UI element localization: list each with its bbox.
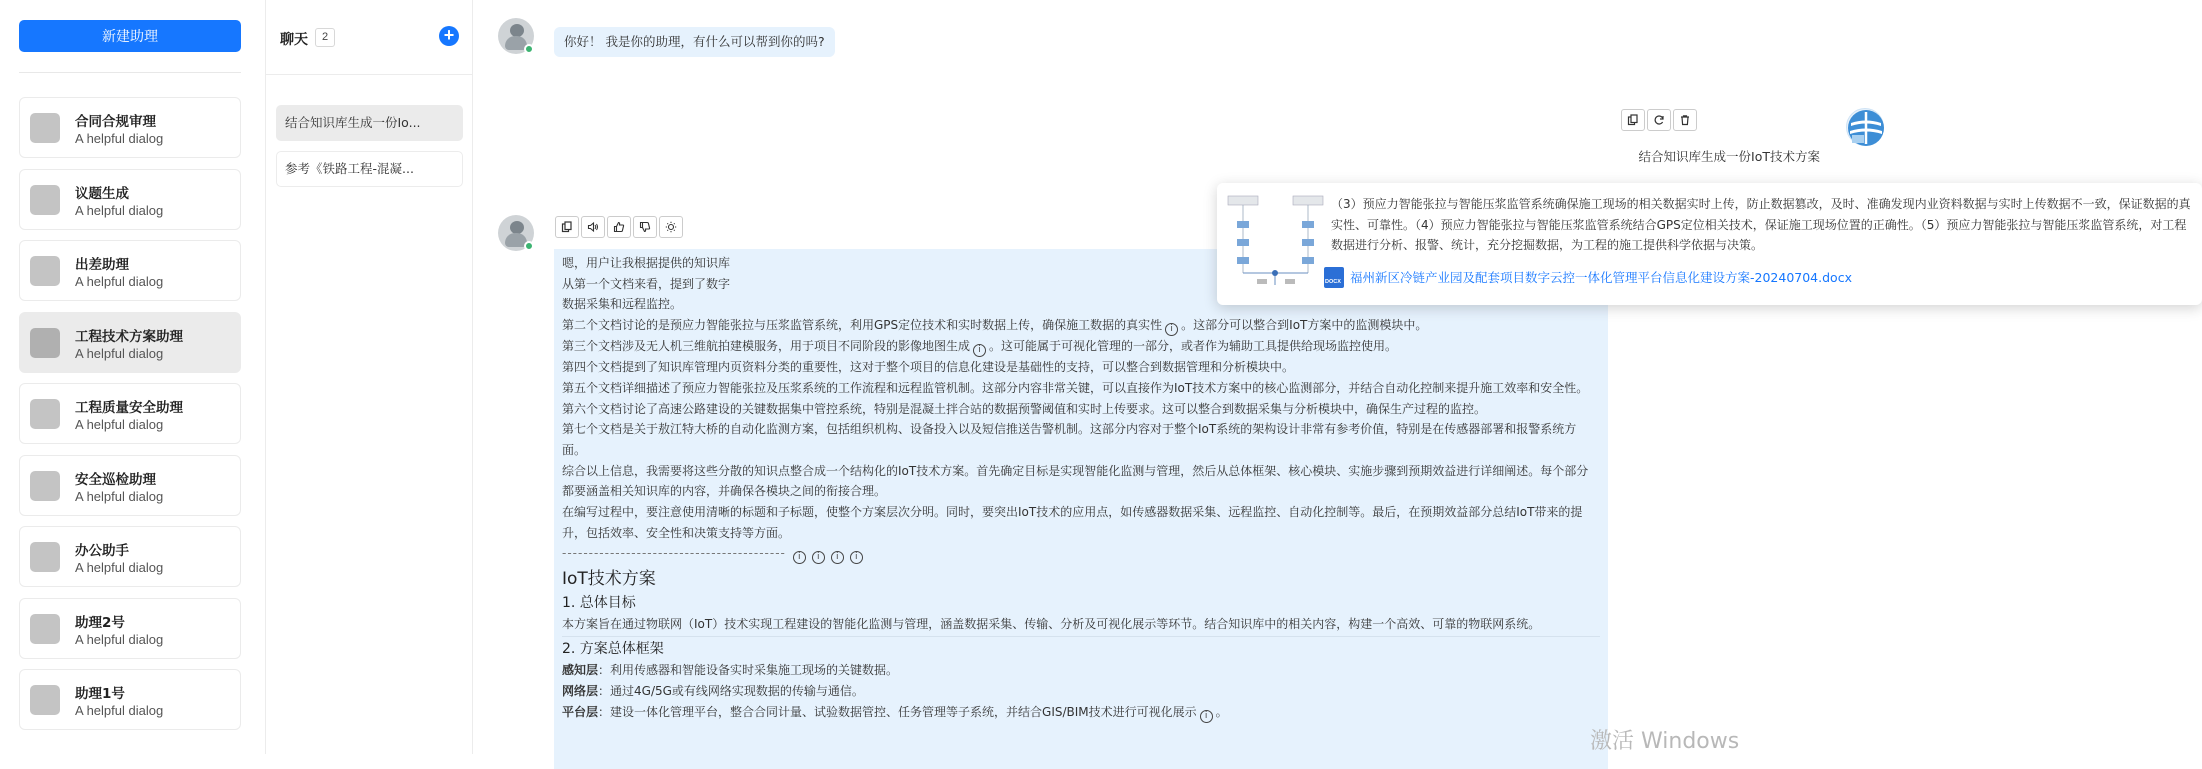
- online-status-dot: [524, 44, 534, 54]
- assistant-avatar: [30, 328, 60, 358]
- plus-circle-icon[interactable]: +: [439, 26, 459, 46]
- citation-icon[interactable]: i: [1200, 710, 1213, 723]
- assistant-sidebar: [0, 0, 266, 754]
- assistant-name: 合同合规审理: [75, 114, 156, 130]
- greeting-message: 你好！ 我是你的助理，有什么可以帮到你的吗?: [554, 27, 835, 57]
- popover-source: [1324, 266, 1852, 288]
- thumbs-down-icon[interactable]: [633, 216, 657, 238]
- layer-label: 感知层: [562, 663, 599, 678]
- assistant-avatar: [30, 685, 60, 715]
- assistant-name: 助理2号: [75, 614, 125, 631]
- answer-bubble: [554, 249, 1608, 769]
- layer-label: 平台层: [562, 704, 599, 719]
- assistant-avatar: [30, 614, 60, 644]
- section-heading: 1. 总体目标: [562, 595, 636, 612]
- assistant-description: A helpful dialog: [75, 417, 164, 432]
- online-status-dot-answer: [524, 241, 534, 251]
- assistant-description: A helpful dialog: [75, 274, 164, 289]
- citation-icon[interactable]: i: [973, 344, 986, 357]
- assistant-item[interactable]: [19, 526, 241, 587]
- layer-line: [562, 702, 1600, 723]
- speaker-icon[interactable]: [581, 216, 605, 238]
- citation-icon[interactable]: i: [1165, 323, 1178, 336]
- assistant-item[interactable]: [19, 312, 241, 373]
- assistant-item[interactable]: [19, 169, 241, 230]
- copy-icon[interactable]: [1621, 109, 1645, 131]
- lightbulb-icon[interactable]: [659, 216, 683, 238]
- chat-count-badge: 2: [315, 28, 335, 47]
- dashes: ------------------------------------------: [562, 546, 786, 561]
- citation-icon[interactable]: i: [793, 551, 806, 564]
- chat-item-iot[interactable]: 结合知识库生成一份Io...: [276, 105, 463, 141]
- copy-icon[interactable]: [555, 216, 579, 238]
- assistant-description: A helpful dialog: [75, 488, 164, 504]
- layer-text: ：利用传感器和智能设备实时采集施工现场的关键数据。: [598, 663, 899, 678]
- assistant-list: [19, 97, 241, 741]
- assistant-item[interactable]: [19, 383, 241, 444]
- user-avatar: [1846, 108, 1884, 146]
- assistant-name: 出差助理: [75, 257, 129, 273]
- layer-line: [562, 681, 1600, 702]
- answer-separator: [562, 543, 1600, 564]
- new-assistant-button[interactable]: 新建助理: [19, 20, 241, 52]
- assistant-name: 安全巡检助理: [75, 471, 156, 488]
- assistant-name: 工程技术方案助理: [75, 328, 183, 345]
- assistant-description: A helpful dialog: [75, 202, 164, 218]
- chat-list-header: [266, 0, 472, 75]
- chat-item-railway[interactable]: 参考《铁路工程-混凝...: [276, 151, 463, 187]
- user-message-toolbar: [1621, 109, 1697, 133]
- answer-line: 第五个文档详细描述了预应力智能张拉及压浆系统的工作流程和远程监管机制。这部分内容非常关键，可以直接作为IoT技术方案中的核心监测部分，并结合自动化控制来提升施工效率和安全性。: [562, 380, 1589, 395]
- assistant-description: A helpful dialog: [75, 131, 164, 146]
- layer-text: 。: [1215, 704, 1228, 719]
- assistant-avatar: [30, 113, 60, 143]
- answer-line: 数据采集和远程监控。: [562, 297, 683, 312]
- assistant-avatar: [30, 256, 60, 286]
- answer-line: 在编写过程中，要注意使用清晰的标题和子标题，使整个方案层次分明。同时，要突出IoT技术的应用点，如传感器数据采集、远程监控、自动化控制等。最后，在预期效益部分总结IoT带来的提升，包括效率、安全性和决策支持等方面。: [562, 505, 1583, 540]
- assistant-item[interactable]: [19, 240, 241, 301]
- refresh-icon[interactable]: [1647, 109, 1671, 131]
- assistant-description: A helpful dialog: [75, 345, 164, 361]
- chat-list-panel: [266, 0, 473, 754]
- answer-line: 第四个文档提到了知识库管理内页资料分类的重要性，这对于整个项目的信息化建设是基础性的支持，可以整合到数据管理和分析模块中。: [562, 360, 1295, 375]
- citation-icon[interactable]: i: [812, 551, 825, 564]
- answer-line: [562, 315, 1600, 336]
- layer-line: [562, 660, 1600, 681]
- layer-text: ：建设一体化管理平台，整合合同计量、试验数据管控、任务管理等子系统，并结合GIS/BIM技术进行可视化展示: [598, 704, 1197, 719]
- assistant-item[interactable]: [19, 455, 241, 516]
- answer-text: 。这部分可以整合到IoT方案中的监测模块中。: [1181, 318, 1428, 333]
- answer-toolbar: [555, 216, 683, 238]
- assistant-avatar: [30, 399, 60, 429]
- layer-text: ：通过4G/5G或有线网络实现数据的传输与通信。: [598, 683, 864, 698]
- assistant-avatar: [30, 471, 60, 501]
- windows-activation-watermark: 激活 Windows: [1590, 729, 1740, 754]
- answer-text: 。这可能属于可视化管理的一部分，或者作为辅助工具提供给现场监控使用。: [989, 339, 1398, 354]
- assistant-name: 助理1号: [75, 686, 125, 702]
- answer-text: 第三个文档涉及无人机三维航拍建模服务，用于项目不同阶段的影像地图生成: [562, 339, 971, 354]
- layer-label: 网络层: [562, 683, 599, 698]
- popover-excerpt: （3）预应力智能张拉与智能压浆监管系统确保施工现场的相关数据实时上传，防止数据篡改，及时、准确发现内业资料数据与实时上传数据不一致，保证数据的真实性、可靠性。（4）预应力智能张拉与智能压浆监管系统结合GPS定位相关技术，保证施工现场位置的正确性。（5）预应力智能张拉与智能压浆监管系统，对工程数据进行分析、报警、统计，充分挖掘数据，为工程的施工提供科学依据与决策。: [1331, 197, 2191, 252]
- section-heading: 2. 方案总体框架: [562, 641, 664, 658]
- conversation-area: [473, 0, 2191, 754]
- delete-icon[interactable]: [1673, 109, 1697, 131]
- assistant-avatar: [30, 185, 60, 215]
- answer-line: 从第一个文档来看，提到了数字: [562, 276, 731, 291]
- answer-line: 嗯，用户让我根据提供的知识库: [562, 256, 731, 270]
- assistant-name: 办公助手: [75, 543, 129, 559]
- user-message: 结合知识库生成一份IoT技术方案: [1638, 149, 1820, 164]
- assistant-name: 工程质量安全助理: [75, 400, 183, 416]
- answer-line: 第六个文档讨论了高速公路建设的关键数据集中管控系统，特别是混凝土拌合站的数据预警阈值和实时上传要求。这可以整合到数据采集与分析模块中，确保生产过程的监控。: [562, 401, 1487, 416]
- answer-heading: IoT技术方案: [562, 569, 656, 590]
- answer-line: 综合以上信息，我需要将这些分散的知识点整合成一个结构化的IoT技术方案。首先确定目标是实现智能化监测与管理，然后从总体框架、核心模块、实施步骤到预期效益进行详细阐述。每个部分都要涵盖相关知识库的内容，并确保各模块之间的衔接合理。: [562, 463, 1589, 499]
- assistant-description: A helpful dialog: [75, 631, 164, 647]
- document-thumbnail: [1227, 193, 1327, 293]
- thumbs-up-icon[interactable]: [607, 216, 631, 238]
- assistant-item[interactable]: [19, 97, 241, 158]
- chat-list-title: 聊天: [280, 32, 308, 48]
- answer-text: 第二个文档讨论的是预应力智能张拉与压浆监管系统，利用GPS定位技术和实时数据上传，确保施工数据的真实性: [562, 318, 1163, 333]
- source-document-link[interactable]: 福州新区冷链产业园及配套项目数字云控一体化管理平台信息化建设方案-20240704.docx: [1350, 270, 1852, 285]
- assistant-item[interactable]: [19, 598, 241, 659]
- citation-popover: [1217, 183, 2202, 305]
- sidebar-divider: [19, 72, 241, 73]
- citation-icon[interactable]: i: [850, 551, 863, 564]
- assistant-avatar: [30, 542, 60, 572]
- assistant-description: A helpful dialog: [75, 703, 164, 718]
- answer-line: [562, 336, 1600, 357]
- divider: [562, 636, 1600, 637]
- section-text: 本方案旨在通过物联网（IoT）技术实现工程建设的智能化监测与管理，涵盖数据采集、传输、分析及可视化展示等环节。结合知识库中的相关内容，构建一个高效、可靠的物联网系统。: [562, 617, 1541, 632]
- assistant-name: 议题生成: [75, 185, 129, 202]
- citation-icon[interactable]: i: [831, 551, 844, 564]
- docx-file-icon: DOCX: [1324, 267, 1344, 288]
- answer-line: 第七个文档是关于敖江特大桥的自动化监测方案，包括组织机构、设备投入以及短信推送告警机制。这部分内容对于整个IoT系统的架构设计非常有参考价值，特别是在传感器部署和报警系统方面。: [562, 422, 1577, 457]
- assistant-description: A helpful dialog: [75, 560, 164, 575]
- assistant-item[interactable]: [19, 669, 241, 730]
